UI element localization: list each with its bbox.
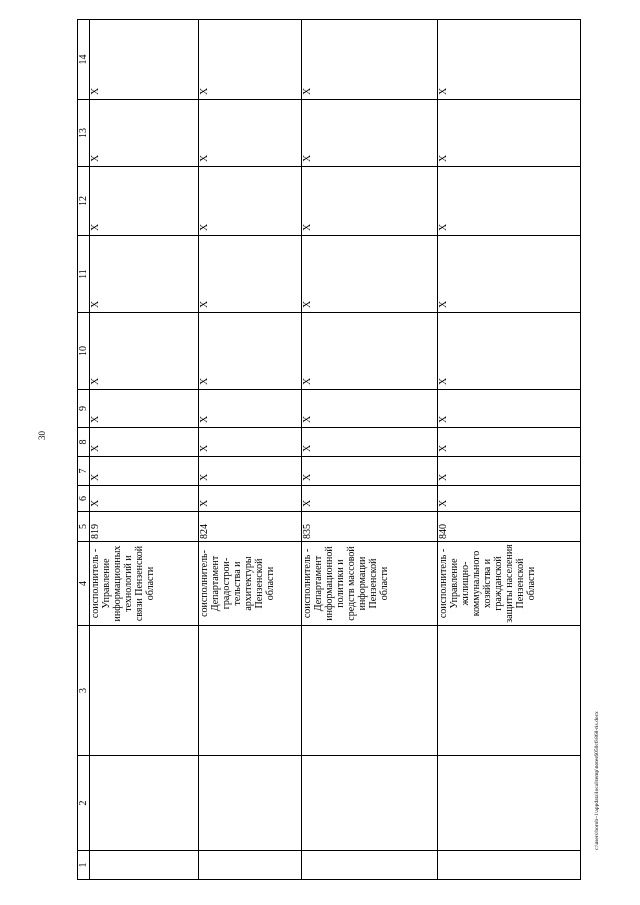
page-number: 30	[37, 431, 47, 440]
x-mark: X	[90, 390, 199, 428]
cell-col3	[199, 626, 302, 756]
cell-col1	[302, 851, 438, 880]
column-number: 6	[78, 486, 90, 512]
x-mark: X	[90, 457, 199, 486]
cell-col1	[199, 851, 302, 880]
x-mark: X	[438, 486, 581, 512]
column-number: 7	[78, 457, 90, 486]
x-mark: X	[199, 486, 302, 512]
data-table	[77, 19, 581, 880]
x-mark: X	[438, 236, 581, 313]
x-mark: X	[90, 486, 199, 512]
x-mark: X	[302, 167, 438, 236]
column-number: 13	[78, 100, 90, 167]
x-mark: X	[199, 100, 302, 167]
x-mark: X	[438, 20, 581, 100]
x-mark: X	[199, 313, 302, 390]
column-number: 4	[78, 542, 90, 626]
executor-name: соисполнитель - Управление информационных технологий и связи Пензенской области	[90, 542, 199, 626]
x-mark: X	[199, 457, 302, 486]
x-mark: X	[90, 167, 199, 236]
cell-col3	[302, 626, 438, 756]
x-mark: X	[90, 236, 199, 313]
table-row	[302, 20, 438, 880]
x-mark: X	[199, 390, 302, 428]
column-number: 11	[78, 236, 90, 313]
x-mark: X	[438, 313, 581, 390]
budget-code: 824	[199, 512, 302, 542]
executor-name: соисполнитель - Департамент информационной политики и средств массовой информации Пензенской области	[302, 542, 438, 626]
budget-code: 835	[302, 512, 438, 542]
x-mark: X	[302, 20, 438, 100]
column-number: 2	[78, 756, 90, 851]
executor-name: соисполнитель - Управление жилищно-коммунального хозяйства и гражданской защиты населения Пензенской области	[438, 542, 581, 626]
executor-name: соисполнитель- Департамент градострои-тельства и архитектуры Пензенской области	[199, 542, 302, 626]
budget-code: 840	[438, 512, 581, 542]
cell-col3	[438, 626, 581, 756]
x-mark: X	[90, 20, 199, 100]
x-mark: X	[302, 457, 438, 486]
cell-col2	[438, 756, 581, 851]
x-mark: X	[90, 100, 199, 167]
x-mark: X	[302, 236, 438, 313]
column-number: 12	[78, 167, 90, 236]
x-mark: X	[199, 428, 302, 457]
budget-code: 819	[90, 512, 199, 542]
x-mark: X	[438, 457, 581, 486]
table-row	[90, 20, 199, 880]
x-mark: X	[438, 390, 581, 428]
column-number: 3	[78, 626, 90, 756]
x-mark: X	[90, 313, 199, 390]
cell-col2	[199, 756, 302, 851]
x-mark: X	[199, 20, 302, 100]
x-mark: X	[302, 428, 438, 457]
column-number: 1	[78, 851, 90, 880]
column-number-row	[78, 20, 90, 880]
rotated-table-container	[77, 20, 580, 880]
column-number: 8	[78, 428, 90, 457]
column-number: 14	[78, 20, 90, 100]
x-mark: X	[199, 236, 302, 313]
cell-col3	[90, 626, 199, 756]
x-mark: X	[302, 486, 438, 512]
cell-col2	[90, 756, 199, 851]
x-mark: X	[438, 167, 581, 236]
column-number: 10	[78, 313, 90, 390]
x-mark: X	[438, 428, 581, 457]
x-mark: X	[90, 428, 199, 457]
x-mark: X	[302, 390, 438, 428]
x-mark: X	[302, 100, 438, 167]
file-path-footer: c:\users\borob~1\appdata\local\temp\notes6050c6\868-ris.docx	[594, 711, 600, 850]
cell-col1	[438, 851, 581, 880]
table-row	[199, 20, 302, 880]
column-number: 5	[78, 512, 90, 542]
column-number: 9	[78, 390, 90, 428]
x-mark: X	[199, 167, 302, 236]
table-row	[438, 20, 581, 880]
cell-col1	[90, 851, 199, 880]
x-mark: X	[302, 313, 438, 390]
x-mark: X	[438, 100, 581, 167]
cell-col2	[302, 756, 438, 851]
